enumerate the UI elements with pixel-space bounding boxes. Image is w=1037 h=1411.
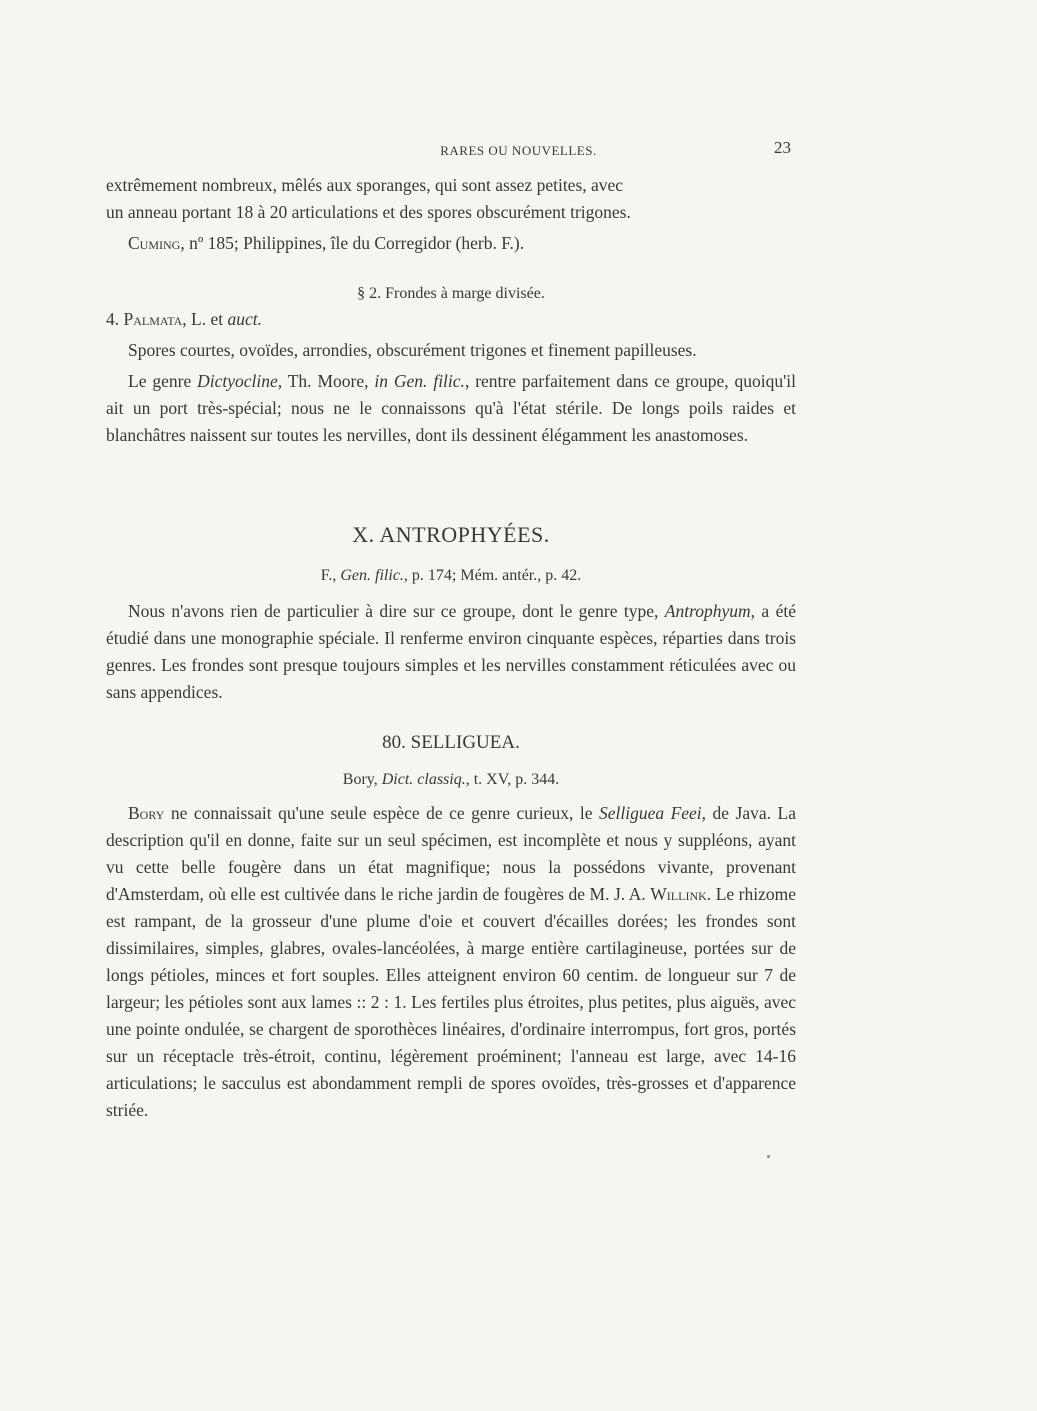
collector-name: Cuming	[128, 233, 181, 253]
species-name: Selliguea Feei	[598, 803, 702, 823]
text-line: extrêmement nombreux, mêlés aux sporanges, qui sont assez petites, avec	[106, 175, 624, 195]
specimen-citation: Cuming, nº 185; Philippines, île du Corregidor (herb. F.).	[128, 233, 525, 253]
species-name: Palmata	[123, 309, 183, 329]
genus-heading: 80. SELLIGUEA.	[382, 732, 520, 753]
continued-paragraph	[106, 172, 796, 257]
species-description: Spores courtes, ovoïdes, arrondies, obscurément trigones et finement papilleuses.	[128, 340, 697, 360]
person-name: Willink	[650, 884, 707, 904]
page-number: 23	[774, 138, 791, 157]
author-name: Bory	[128, 803, 165, 823]
running-head: RARES OU NOUVELLES.	[440, 143, 597, 158]
genus-description: Bory ne connaissait qu'une seule espèce de ce genre curieux, le Selliguea Feei, de Java. La description qu'il en donne, faite sur un seul spécimen, est incomplète et nous y suppléons, ayant vu cette belle fougère dans un état magnifique; nous la possédons vivante, provenant d'Amsterdam, où elle est cultivée dans le riche jardin de fougères de M. J. A. Willink. Le rhizome est rampant, de la grosseur d'une plume d'oie et couvert d'écailles dorées; les frondes sont dissimilaires, simples, glabres, ovales-lancéolées, à marge entière cartilagineuse, portées sur de longs pétioles, minces et fort souples. Elles atteignent environ 60 centim. de longueur sur 7 de largeur; les pétioles sont aux lames :: 2 : 1. Les fertiles plus étroites, plus petites, plus aiguës, avec une pointe ondulée, se chargent de sporothèces linéaires, d'ordinaire interrompus, fort gros, portés sur un réceptacle très-étroit, continu, légèrement proéminent; l'anneau est large, avec 14-16 articulations; le sacculus est abondamment rempli de spores ovoïdes, très-grosses et d'apparence striée.	[106, 803, 797, 1120]
ink-speck	[767, 1155, 770, 1158]
section-heading: § 2. Frondes à marge divisée.	[357, 285, 545, 302]
tribe-heading: X. ANTROPHYÉES.	[352, 522, 550, 547]
text-line: un anneau portant 18 à 20 articulations et des spores obscurément trigones.	[106, 202, 631, 222]
species-note: Le genre Dictyocline, Th. Moore, in Gen. filic., rentre parfaitement dans ce groupe, quoiqu'il ait un port très-spécial; nous ne le connaissons qu'à l'état stérile. De longs poils raides et blanchâtres naissent sur toutes les nervilles, dont ils dessinent élégamment les anastomoses.	[106, 371, 797, 445]
genus-reference: Bory, Dict. classiq., t. XV, p. 344.	[342, 771, 560, 788]
species-entry	[106, 306, 796, 449]
tribe-paragraph: Nous n'avons rien de particulier à dire sur ce groupe, dont le genre type, Antrophyum, a été étudié dans une monographie spéciale. Il renferme environ cinquante espèces, réparties dans trois genres. Les frondes sont presque toujours simples et les nervilles constamment réticulées avec ou sans appendices.	[106, 601, 796, 702]
species-title: 4. Palmata, L. et auct.	[106, 309, 262, 329]
tribe-reference: F., Gen. filic., p. 174; Mém. antér., p. 42.	[320, 567, 582, 584]
